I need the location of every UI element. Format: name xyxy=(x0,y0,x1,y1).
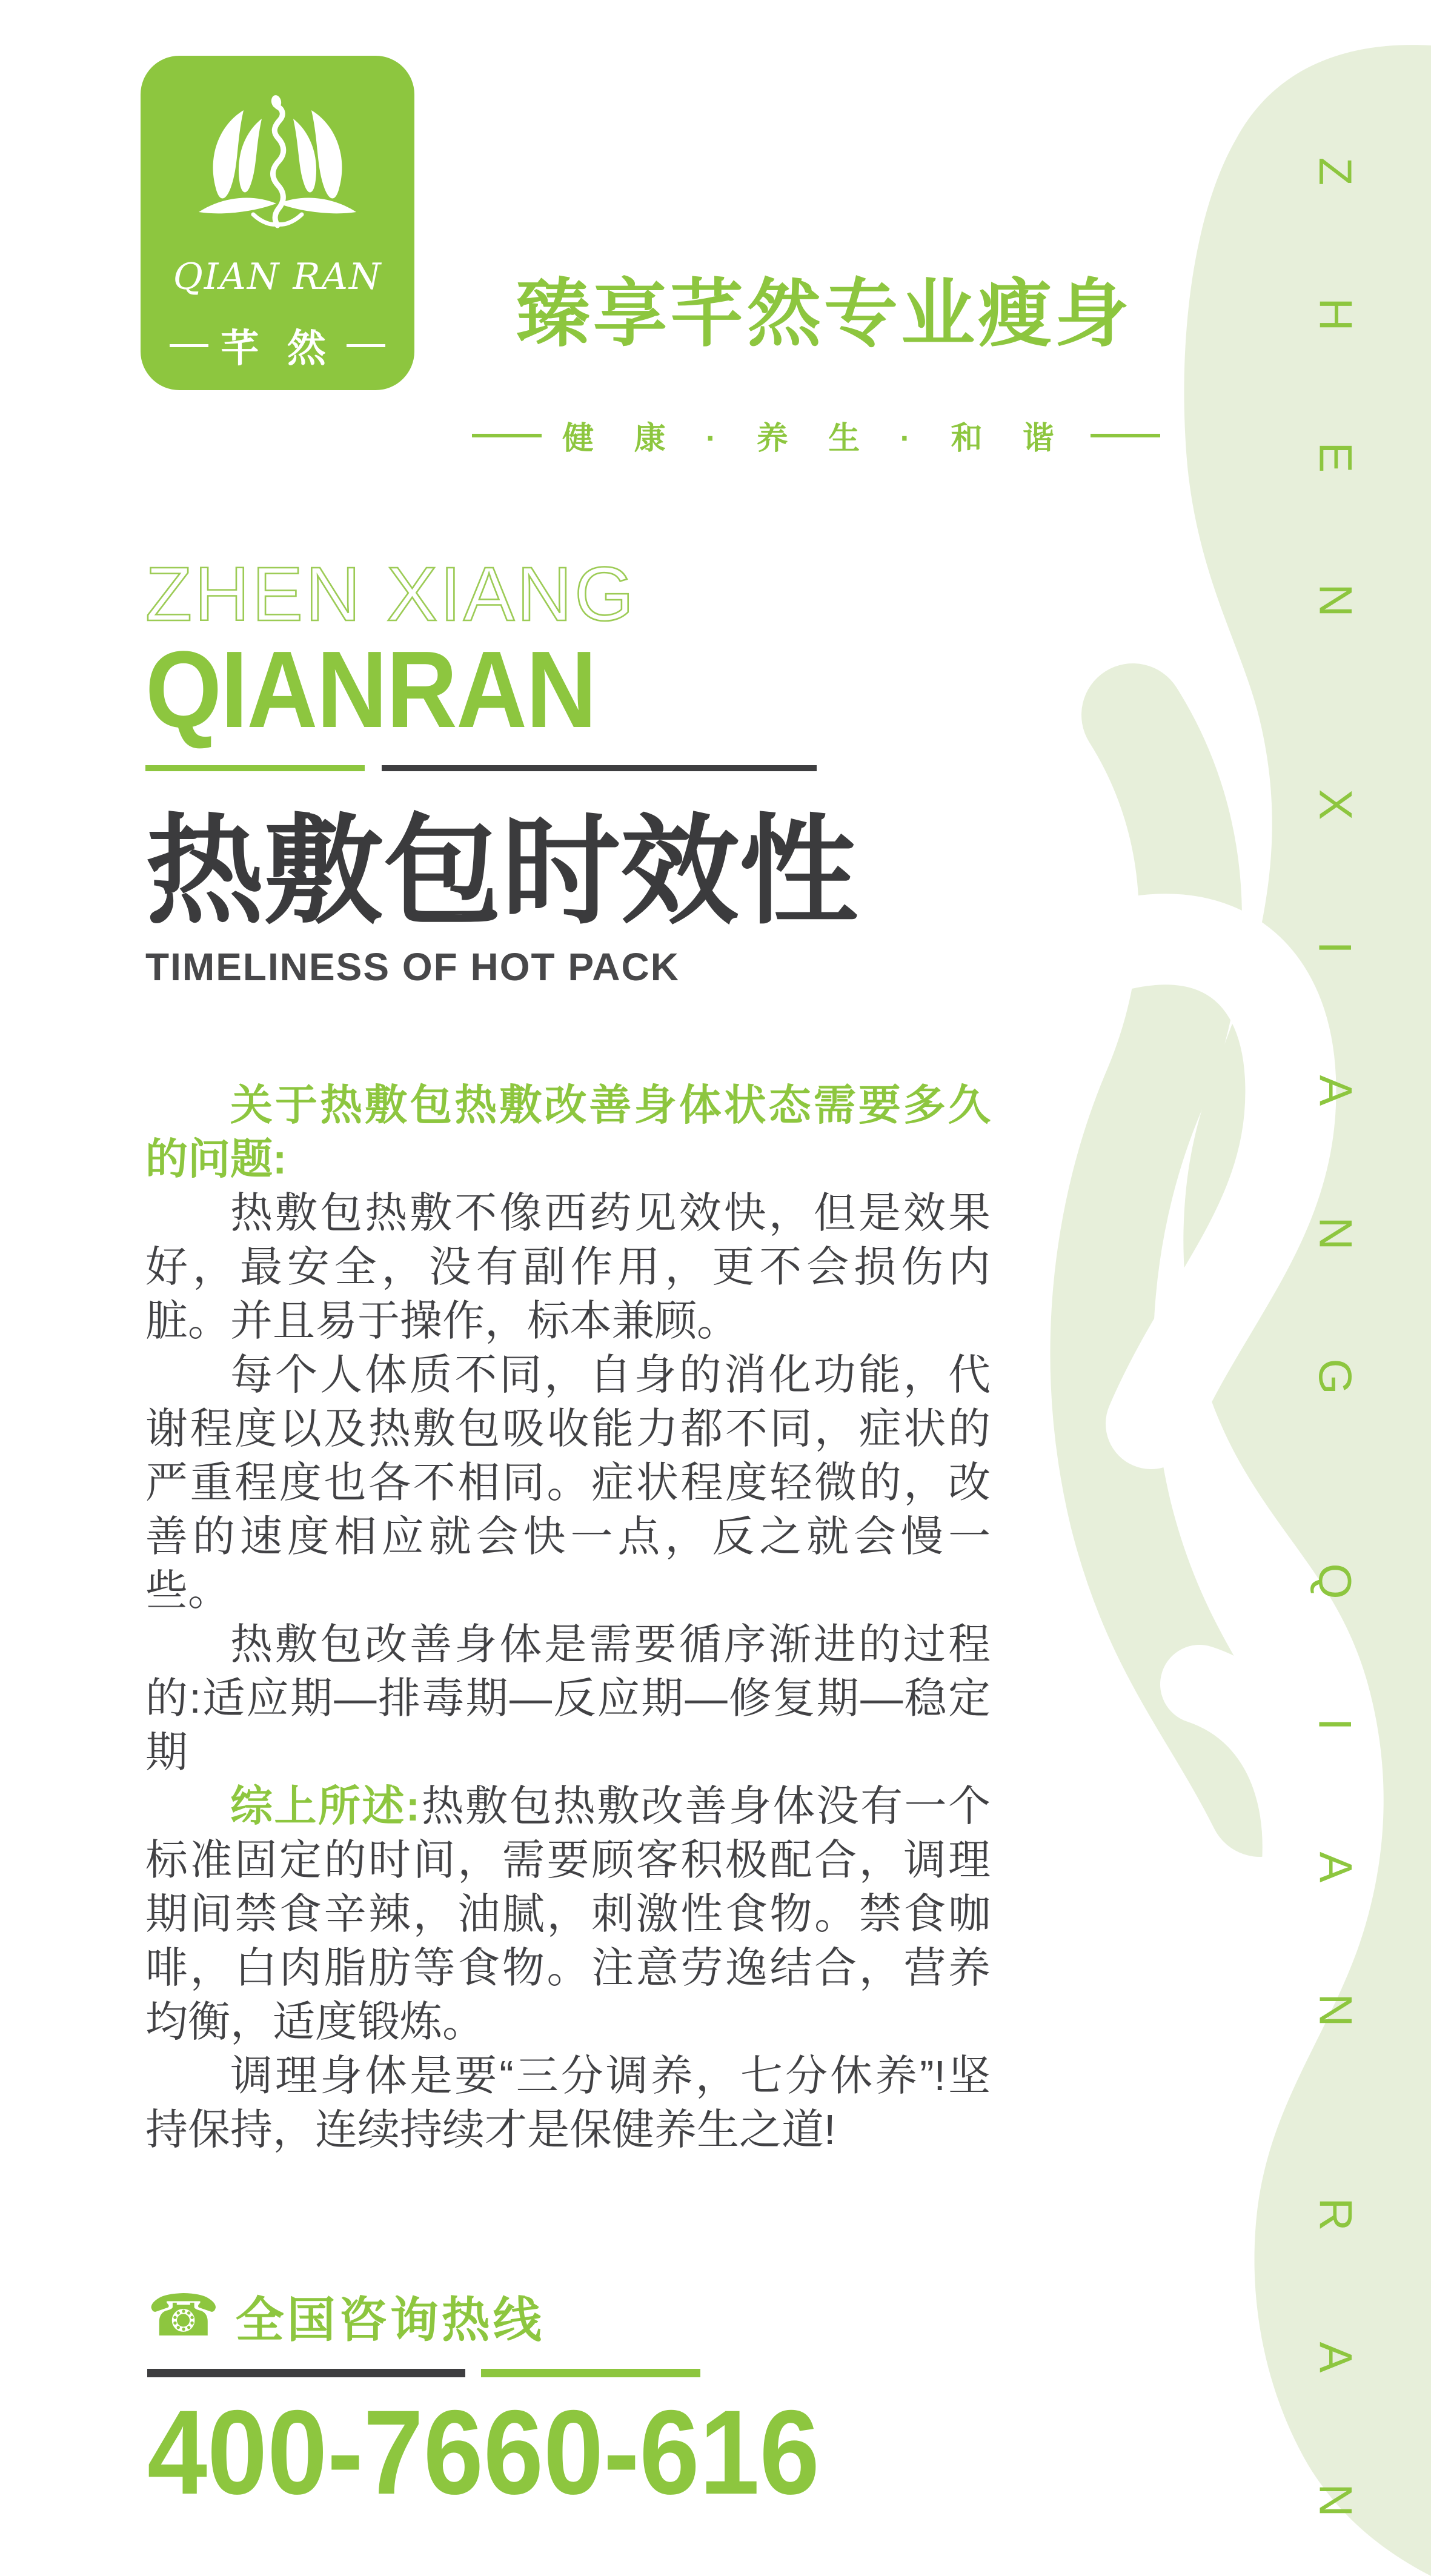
vertical-word xyxy=(1309,2197,1361,2517)
phone-icon: ☎ xyxy=(147,2283,220,2348)
vertical-letter: A xyxy=(1309,2342,1361,2373)
vertical-letter: I xyxy=(1309,1718,1361,1731)
hero-subtitle-light: ZHEN XIANG xyxy=(145,551,637,637)
hotline-label: 全国咨询热线 xyxy=(235,2293,545,2347)
hero-subtitle-bold: QIANRAN xyxy=(145,629,596,751)
paragraph: 关于热敷包热敷改善身体状态需要多久的问题: xyxy=(145,1081,991,1183)
hero-divider-green xyxy=(145,765,365,771)
tagline-rule-left xyxy=(472,434,542,437)
footer-divider xyxy=(147,2369,894,2377)
hero-divider-dark xyxy=(382,765,817,771)
paragraph: 每个人体质不同，自身的消化功能，代谢程度以及热敷包吸收能力都不同，症状的严重程度也各不相同。症状程度轻微的，改善的速度相应就会快一点，反之就会慢一些。 xyxy=(145,1351,991,1614)
vertical-word xyxy=(1309,1563,1361,2027)
brand-logo xyxy=(141,56,414,390)
article-body xyxy=(145,1078,991,2157)
hotline-row xyxy=(147,2281,894,2351)
vertical-word xyxy=(1309,788,1361,1395)
vertical-letter: E xyxy=(1309,442,1361,473)
logo-name-en: QIAN RAN xyxy=(173,256,382,298)
vertical-brand-text xyxy=(1289,154,1380,2517)
footer-divider-dark xyxy=(147,2369,465,2377)
page-title-en: TIMELINESS OF HOT PACK xyxy=(145,945,680,989)
paragraph: 热敷包热敷不像西药见效快，但是效果好，最安全，没有副作用，更不会损伤内脏。并且易于操作，标本兼顾。 xyxy=(145,1189,991,1344)
paragraph-lead: 综上所述: xyxy=(230,1782,420,1830)
lotus-icon xyxy=(181,93,374,245)
logo-name-cn xyxy=(141,317,414,373)
vertical-letter: N xyxy=(1309,2483,1361,2517)
vertical-letter: X xyxy=(1309,789,1361,820)
hero-section xyxy=(145,551,858,989)
vertical-letter: N xyxy=(1309,583,1361,617)
logo-name-cn-text: 芊 然 xyxy=(221,327,334,370)
logo-rule-right xyxy=(347,344,385,347)
hero-divider xyxy=(145,765,858,771)
vertical-letter: Q xyxy=(1309,1563,1361,1599)
paragraph: 调理身体是要“三分调养，七分休养”!坚持保持，连续持续才是保健养生之道! xyxy=(145,2052,991,2153)
footer xyxy=(147,2281,894,2519)
vertical-letter: I xyxy=(1309,941,1361,954)
paragraph: 热敷包改善身体是需要循序渐进的过程的:适应期—排毒期—反应期—修复期—稳定期 xyxy=(145,1621,991,1776)
vertical-letter: H xyxy=(1309,297,1361,331)
header-title: 臻享芊然专业瘦身 xyxy=(516,273,1132,355)
footer-divider-green xyxy=(481,2369,700,2377)
vertical-letter: A xyxy=(1309,1851,1361,1883)
tagline-rule-right xyxy=(1091,434,1160,437)
vertical-letter: G xyxy=(1309,1358,1361,1395)
tagline-text: 健 康 · 养 生 · 和 谐 xyxy=(562,421,1070,456)
header xyxy=(516,254,1132,458)
vertical-letter: A xyxy=(1309,1075,1361,1106)
vertical-letter: N xyxy=(1309,1217,1361,1250)
header-tagline xyxy=(516,413,1116,458)
logo-rule-left xyxy=(170,344,208,347)
page-title: 热敷包时效性 xyxy=(145,805,858,938)
vertical-letter: N xyxy=(1309,1993,1361,2027)
paragraph: 综上所述:热敷包热敷改善身体没有一个标准固定的时间，需要顾客积极配合，调理期间禁食辛辣，油腻，刺激性食物。禁食咖啡，白肉脂肪等食物。注意劳逸结合，营养均衡，适度锻炼。 xyxy=(145,1782,991,2045)
vertical-letter: R xyxy=(1309,2197,1361,2231)
vertical-letter: Z xyxy=(1309,157,1361,186)
vertical-word xyxy=(1309,154,1361,617)
phone-number: 400-7660-616 xyxy=(147,2385,820,2519)
